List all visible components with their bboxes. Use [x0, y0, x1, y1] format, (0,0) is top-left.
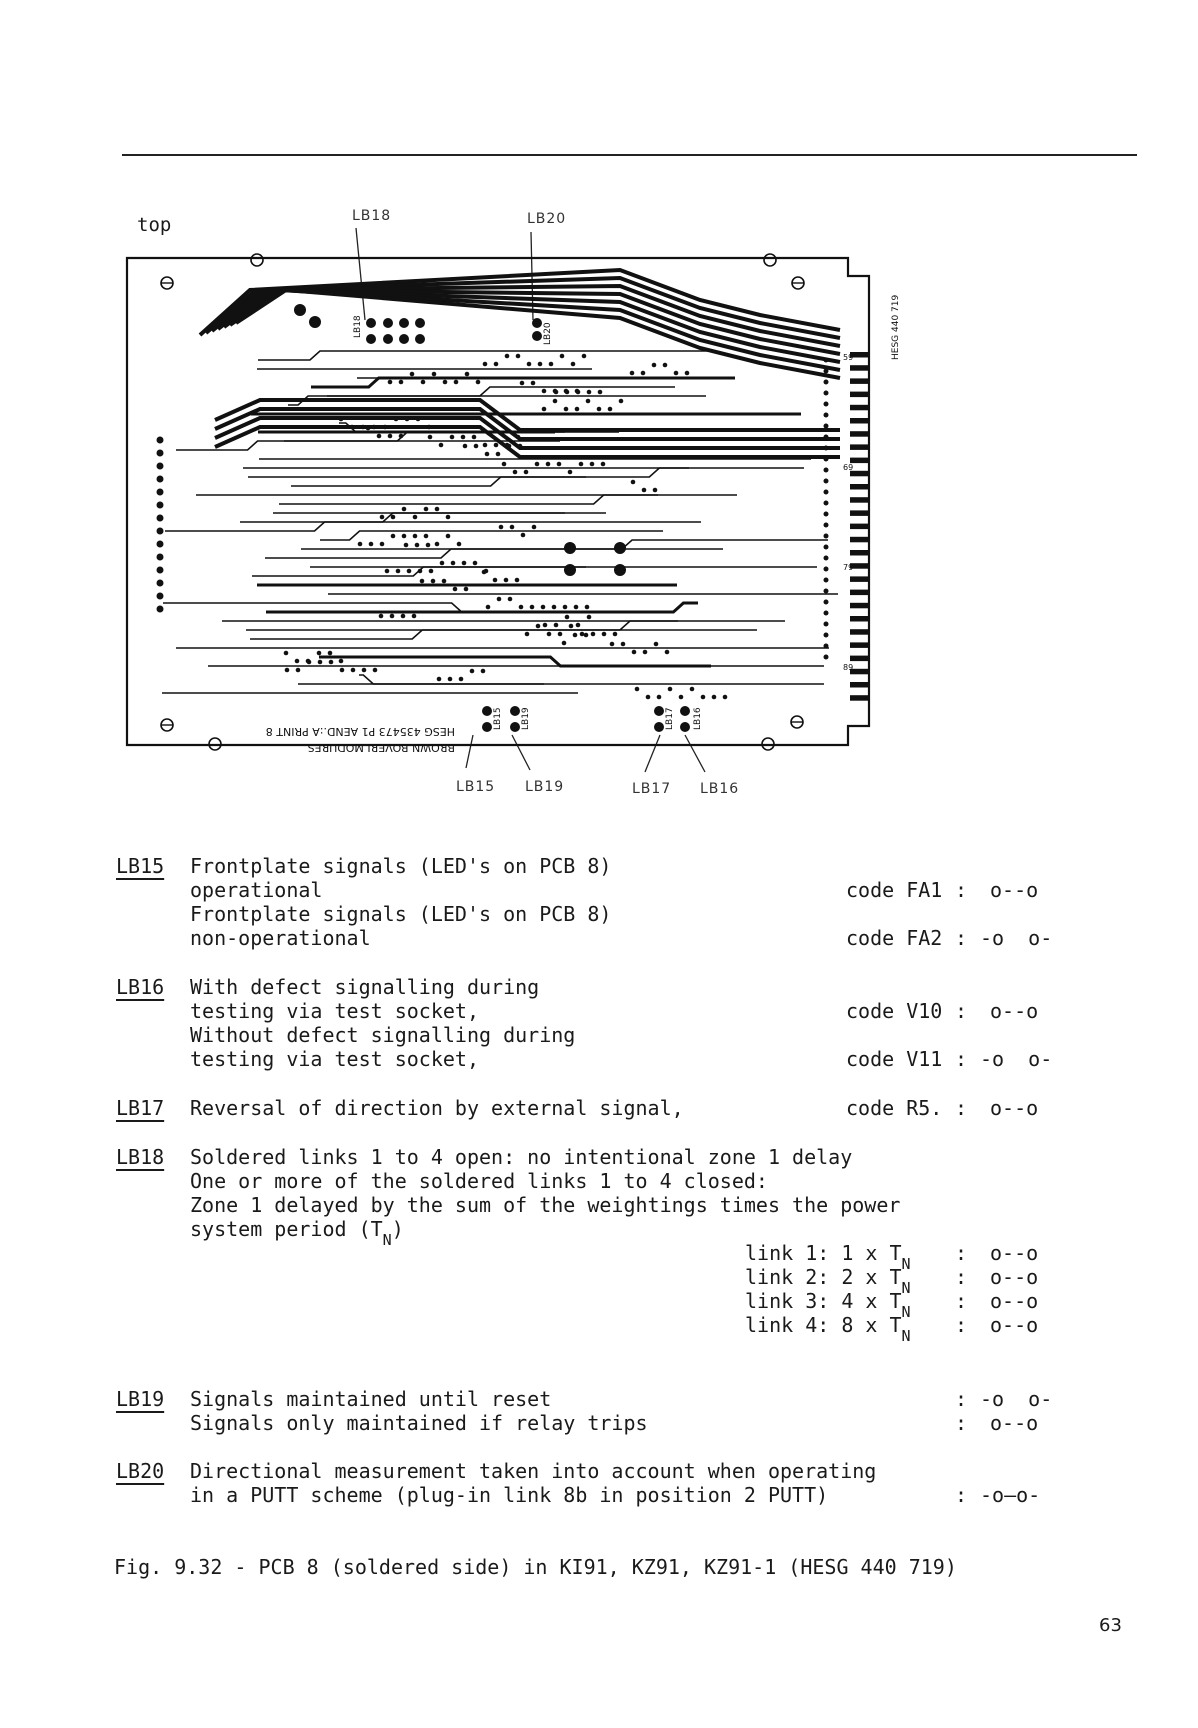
label-lb20-top: LB20 [527, 211, 567, 227]
label-lb19-bottom: LB19 [525, 779, 565, 795]
colon: : [955, 1047, 968, 1071]
lb16-code1: code V10 [846, 999, 943, 1023]
colon: : [955, 1096, 968, 1120]
figure-caption: Fig. 9.32 - PCB 8 (soldered side) in KI91, KZ91, KZ91-1 (HESG 440 719) [114, 1555, 957, 1579]
link-pads [366, 318, 690, 732]
lb19-state1: -o o- [980, 1387, 1053, 1411]
lb17-state1: o--o [990, 1096, 1039, 1120]
lb16-line1: With defect signalling during [190, 975, 540, 999]
pin-69: 69 [843, 463, 854, 472]
board-print-line2: BROWN BOVERI MODURES [307, 741, 455, 754]
lb15-state1: o--o [990, 878, 1039, 902]
chip-lb19: LB19 [521, 707, 531, 730]
lb16-line2: testing via test socket, [190, 999, 479, 1023]
lb15-line1: Frontplate signals (LED's on PCB 8) [190, 854, 612, 878]
lb19-line1: Signals maintained until reset [190, 1387, 552, 1411]
lb15-line3: Frontplate signals (LED's on PCB 8) [190, 902, 612, 926]
lb17-code1: code R5. [846, 1096, 943, 1120]
colon: : [955, 1241, 968, 1265]
lb18-link2: link 2: 2 x $T_N$ [745, 1265, 911, 1297]
colon: : [955, 1387, 968, 1411]
lb17-id: LB17 [116, 1096, 165, 1120]
lb16-state1: o--o [990, 999, 1039, 1023]
pin-59: 59 [843, 353, 854, 362]
colon: : [955, 1265, 968, 1289]
mounting-holes [161, 254, 804, 750]
lb16-id: LB16 [116, 975, 165, 999]
lb15-state2: -o o- [980, 926, 1053, 950]
chip-lb15: LB15 [493, 707, 503, 730]
lb18-state1: o--o [990, 1241, 1039, 1265]
colon: : [955, 926, 968, 950]
colon: : [955, 1483, 968, 1507]
colon: : [955, 878, 968, 902]
lb18-line1: Soldered links 1 to 4 open: no intentional zone 1 delay [190, 1145, 853, 1169]
lb15-line2: operational [190, 878, 323, 902]
pin-79: 79 [843, 563, 854, 572]
lb20-line2: in a PUTT scheme (plug-in link 8b in position 2 PUTT) [190, 1483, 829, 1507]
lb16-line4: testing via test socket, [190, 1047, 479, 1071]
lb15-code1: code FA1 [846, 878, 943, 902]
lb18-state2: o--o [990, 1265, 1039, 1289]
pcb-drawing [0, 0, 1198, 820]
lb17-line1: Reversal of direction by external signal, [190, 1096, 684, 1120]
chip-lb16: LB16 [693, 707, 703, 730]
colon: : [955, 999, 968, 1023]
lb15-line4: non-operational [190, 926, 371, 950]
lb19-state2: o--o [990, 1411, 1039, 1435]
lb20-id: LB20 [116, 1459, 165, 1483]
page-number: 63 [1099, 1615, 1122, 1636]
lb16-code2: code V11 [846, 1047, 943, 1071]
top-label: top [137, 214, 172, 236]
colon: : [955, 1289, 968, 1313]
chip-lb20: LB20 [543, 322, 553, 345]
lb15-code2: code FA2 [846, 926, 943, 950]
lb18-link4: link 4: 8 x $T_N$ [745, 1313, 911, 1345]
lb20-line1: Directional measurement taken into account when operating [190, 1459, 877, 1483]
label-lb16-bottom: LB16 [700, 781, 740, 797]
chip-lb18: LB18 [353, 315, 363, 338]
colon: : [955, 1313, 968, 1337]
label-lb17-bottom: LB17 [632, 781, 672, 797]
lb18-line3: Zone 1 delayed by the sum of the weightings times the power [190, 1193, 901, 1217]
lb18-link3: link 3: 4 x $T_N$ [745, 1289, 911, 1321]
lb18-state4: o--o [990, 1313, 1039, 1337]
board-print-line1: HESG 435473 P1 AEND.:A PRINT 8 [265, 725, 455, 738]
lb19-id: LB19 [116, 1387, 165, 1411]
lb15-id: LB15 [116, 854, 165, 878]
pads [157, 304, 829, 699]
label-lb15-bottom: LB15 [456, 779, 496, 795]
colon: : [955, 1411, 968, 1435]
lb20-state1: -o—o- [980, 1483, 1041, 1507]
lb16-state2: -o o- [980, 1047, 1053, 1071]
lb18-line2: One or more of the soldered links 1 to 4 closed: [190, 1169, 768, 1193]
lb18-id: LB18 [116, 1145, 165, 1169]
lb18-state3: o--o [990, 1289, 1039, 1313]
fine-traces [162, 351, 838, 693]
edge-connector [850, 352, 869, 701]
bus-traces [200, 270, 840, 457]
label-lb18-top: LB18 [352, 208, 392, 224]
pin-89: 89 [843, 663, 854, 672]
chip-lb17: LB17 [665, 707, 675, 730]
lb19-line2: Signals only maintained if relay trips [190, 1411, 648, 1435]
lb18-link1: link 1: 1 x $T_N$ [745, 1241, 911, 1273]
board-side-code: HESG 440 719 [891, 294, 901, 360]
lb16-line3: Without defect signalling during [190, 1023, 576, 1047]
lb18-line4: system period $(T_N)$ [190, 1217, 404, 1249]
